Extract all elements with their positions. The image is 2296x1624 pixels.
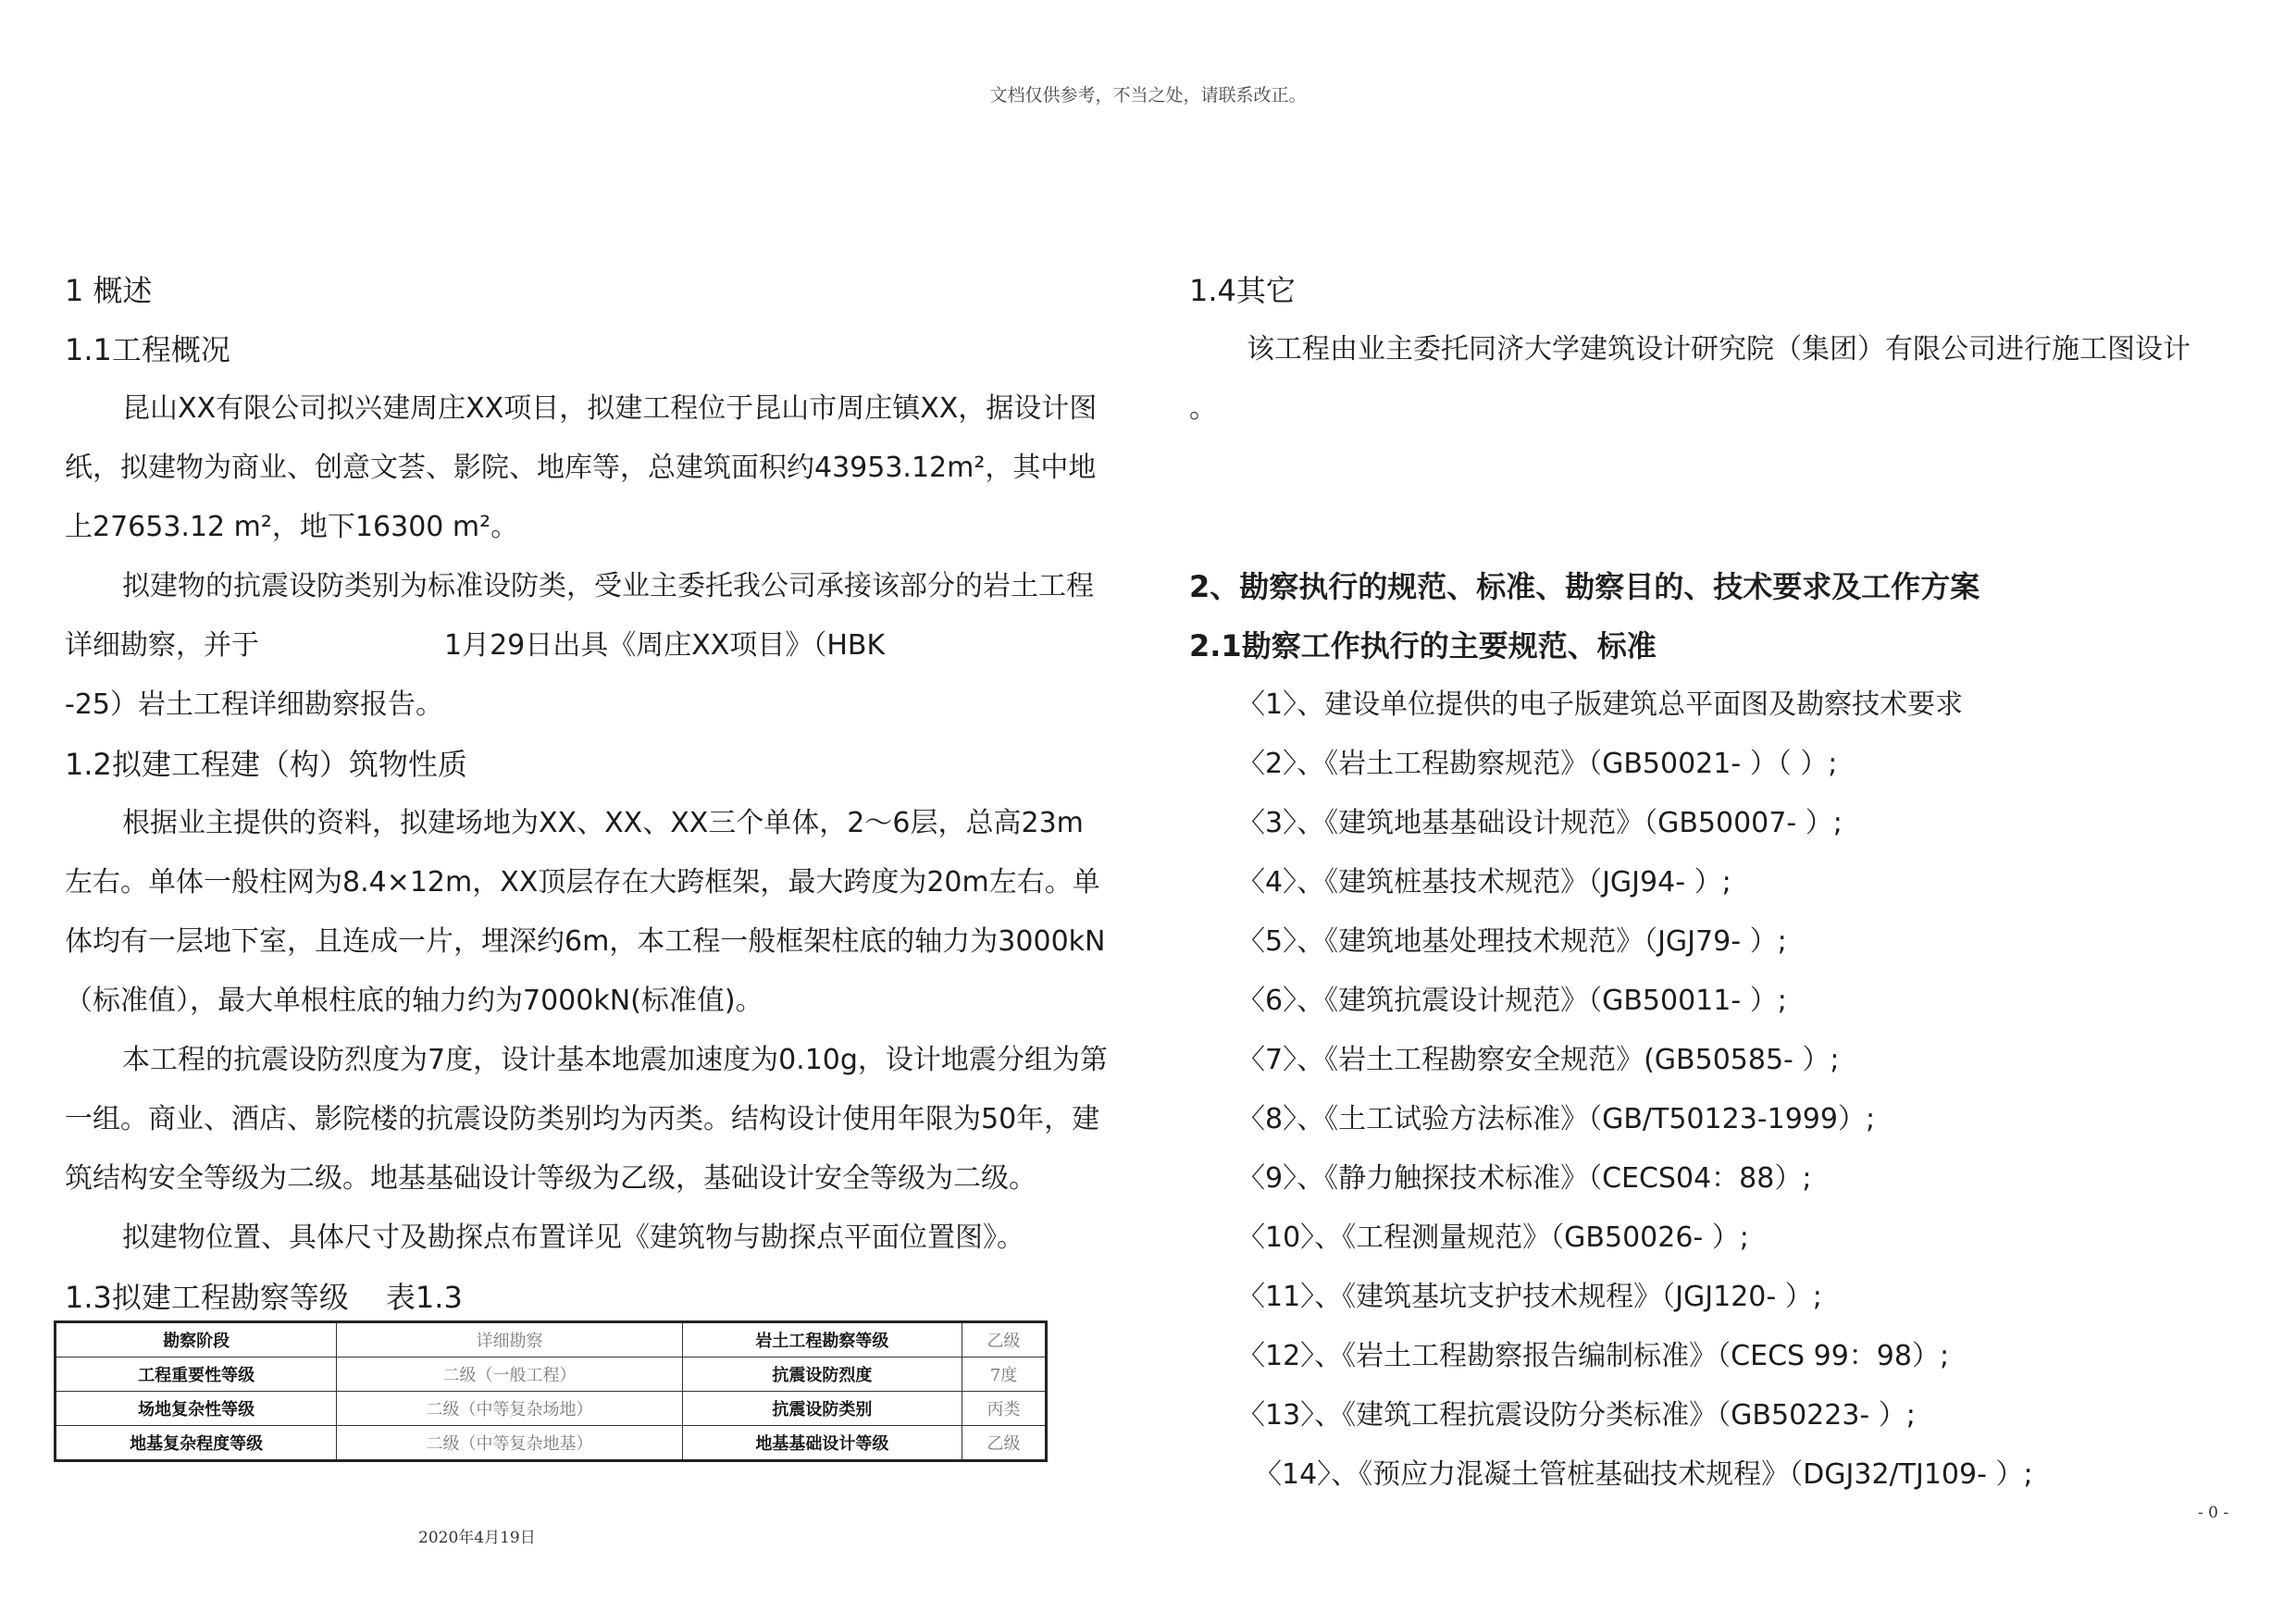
survey-paragraph xyxy=(65,557,1111,735)
section-1-1-heading: 1.1工程概况 xyxy=(65,332,230,367)
table-cell: 场地复杂性等级 xyxy=(56,1392,337,1426)
table-cell: 二级（一般工程） xyxy=(337,1357,682,1392)
page-number: - 0 - xyxy=(2198,1504,2229,1522)
standard-item: 〈7〉、《岩土工程勘察安全规范》(GB50585- ）; xyxy=(1237,1044,1840,1076)
standard-item: 〈14〉、《预应力混凝土管桩基础技术规程》（DGJ32/TJ109- ）; xyxy=(1254,1458,2033,1491)
header-note: 文档仅供参考，不当之处，请联系改正。 xyxy=(989,85,1307,105)
table-cell: 二级（中等复杂场地） xyxy=(337,1392,682,1426)
table-caption: 表1.3 xyxy=(385,1280,463,1315)
standard-item: 〈5〉、《建筑地基处理技术规范》（JGJ79- ）; xyxy=(1237,925,1787,958)
table-row xyxy=(56,1322,1047,1357)
standard-item: 〈10〉、《工程测量规范》（GB50026- ）; xyxy=(1237,1221,1749,1254)
table-cell: 勘察阶段 xyxy=(56,1322,337,1357)
standard-item: 〈6〉、《建筑抗震设计规范》（GB50011- ）; xyxy=(1237,985,1787,1017)
standard-item: 〈12〉、《岩土工程勘察报告编制标准》（CECS 99：98）; xyxy=(1237,1340,1950,1372)
structure-paragraph: 根据业主提供的资料，拟建场地为XX、XX、XX三个单体，2～6层，总高23m左右。单体一般柱网为8.4×12m，XX顶层存在大跨框架，最大跨度为20m左右。单体均有一层地下室，且连成一片，埋深约6m，本工程一般框架柱底的轴力为3000kN（标准值），最大单根柱底的轴力约为7000kN(标准值)。 xyxy=(65,807,1106,1017)
design-paragraph: 该工程由业主委托同济大学建筑设计研究院（集团）有限公司进行施工图设计 xyxy=(1247,333,2191,366)
section-1-4-heading: 1.4其它 xyxy=(1189,273,1296,308)
table-cell: 地基复杂程度等级 xyxy=(56,1426,337,1461)
overview-paragraph: 昆山XX有限公司拟兴建周庄XX项目，拟建工程位于昆山市周庄镇XX，据设计图纸，拟建物为商业、创意文荟、影院、地库等，总建筑面积约43953.12m²，其中地上27653.12 m²，地下16300 m²。 xyxy=(65,392,1098,543)
table-cell: 乙级 xyxy=(962,1426,1047,1461)
section-2-1-heading: 2.1勘察工作执行的主要规范、标准 xyxy=(1189,628,1657,663)
seismic-paragraph: 本工程的抗震设防烈度为7度，设计基本地震加速度为0.10g，设计地震分组为第一组。商业、酒店、影院楼的抗震设防类别均为丙类。结构设计使用年限为50年，建筑结构安全等级为二级。地基基础设计等级为乙级，基础设计安全等级为二级。 xyxy=(65,1044,1108,1195)
standard-item: 〈13〉、《建筑工程抗震设防分类标准》（GB50223- ）; xyxy=(1237,1399,1916,1432)
table-cell: 岩土工程勘察等级 xyxy=(682,1322,962,1357)
section-1-2-heading: 1.2拟建工程建（构）筑物性质 xyxy=(65,747,467,782)
table-cell: 丙类 xyxy=(962,1392,1047,1426)
section-1-3-title: 1.3拟建工程勘察等级 xyxy=(65,1280,349,1315)
table-row xyxy=(56,1426,1047,1461)
survey-grade-table xyxy=(54,1320,1048,1462)
survey-text-c: - xyxy=(65,688,75,721)
right-column xyxy=(1189,261,2235,1505)
left-column xyxy=(65,261,1111,1327)
location-paragraph: 拟建物位置、具体尺寸及勘探点布置详见《建筑物与勘探点平面位置图》。 xyxy=(122,1221,1024,1254)
standard-item: 〈1〉、建设单位提供的电子版建筑总平面图及勘察技术要求 xyxy=(1237,688,1964,721)
table-cell: 详细勘察 xyxy=(337,1322,682,1357)
standard-item: 〈3〉、《建筑地基基础设计规范》（GB50007- ）; xyxy=(1237,807,1843,839)
survey-text-b: 1月29日出具《周庄XX项目》（HBK xyxy=(444,629,886,662)
table-cell: 二级（中等复杂地基） xyxy=(337,1426,682,1461)
survey-text-d: 25）岩土工程详细勘察报告。 xyxy=(74,688,444,721)
standard-item: 〈2〉、《岩土工程勘察规范》（GB50021- ）（ ）; xyxy=(1237,748,1838,780)
standard-item: 〈11〉、《建筑基坑支护技术规程》（JGJ120- ）; xyxy=(1237,1281,1822,1313)
design-paragraph-tail: 。 xyxy=(1189,392,1217,425)
table-cell: 抗震设防类别 xyxy=(682,1392,962,1426)
survey-text-a: 拟建物的抗震设防类别为标准设防类，受业主委托我公司承接该部分的岩土工程详细勘察，并于 xyxy=(65,570,1094,662)
footer-date: 2020年4月19日 xyxy=(418,1529,536,1547)
table-cell: 抗震设防烈度 xyxy=(682,1357,962,1392)
table-cell: 地基基础设计等级 xyxy=(682,1426,962,1461)
table-cell: 乙级 xyxy=(962,1322,1047,1357)
section-1-3-heading xyxy=(65,1268,1111,1327)
standard-item: 〈8〉、《土工试验方法标准》（GB/T50123-1999）; xyxy=(1237,1103,1876,1135)
table-cell: 7度 xyxy=(962,1357,1047,1392)
standard-item: 〈4〉、《建筑桩基技术规范》（JGJ94- ）; xyxy=(1237,866,1731,899)
section-2-heading: 2、勘察执行的规范、标准、勘察目的、技术要求及工作方案 xyxy=(1189,569,1980,604)
table-row xyxy=(56,1357,1047,1392)
table-row xyxy=(56,1392,1047,1426)
standard-item: 〈9〉、《静力触探技术标准》（CECS04：88）; xyxy=(1237,1162,1812,1195)
table-cell: 工程重要性等级 xyxy=(56,1357,337,1392)
section-1-heading: 1 概述 xyxy=(65,273,153,308)
